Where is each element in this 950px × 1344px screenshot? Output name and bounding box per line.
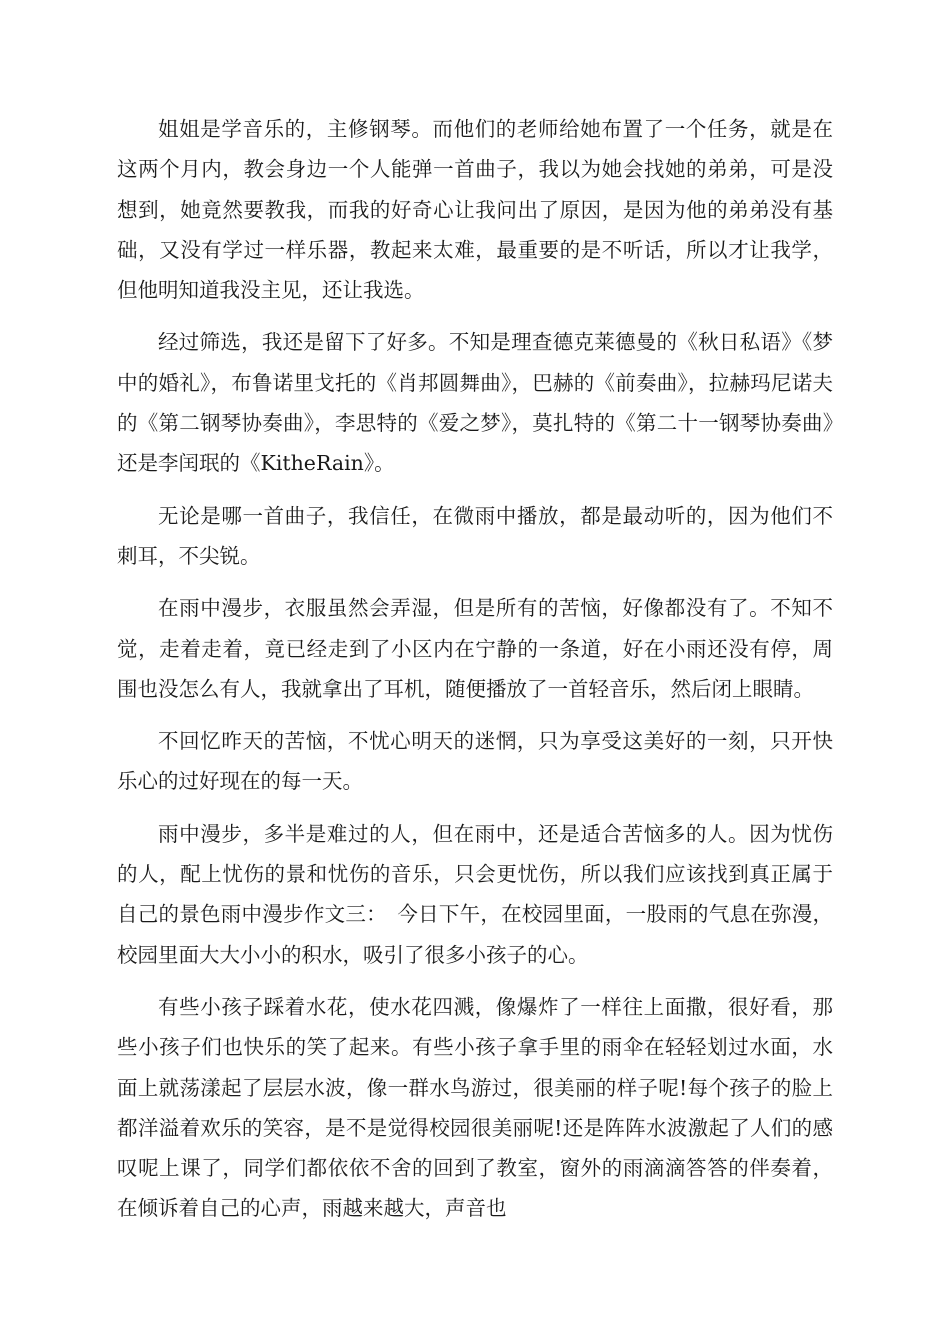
paragraph-5: 不回忆昨天的苦恼，不忧心明天的迷惘，只为享受这美好的一刻，只开快乐心的过好现在的每一天。: [117, 729, 833, 794]
paragraph-6: 雨中漫步，多半是难过的人，但在雨中，还是适合苦恼多的人。因为忧伤的人，配上忧伤的景和忧伤的音乐，只会更忧伤，所以我们应该找到真正属于自己的景色雨中漫步作文三： 今日下午，在校园里面，一股雨的气息在弥漫，校园里面大大小小的积水，吸引了很多小孩子的心。: [117, 821, 833, 967]
paragraph-3: 无论是哪一首曲子，我信任，在微雨中播放，都是最动听的，因为他们不刺耳，不尖锐。: [117, 503, 833, 568]
paragraph-2: 经过筛选，我还是留下了好多。不知是理查德克莱德曼的《秋日私语》《梦中的婚礼》，布鲁诺里戈托的《肖邦圆舞曲》，巴赫的《前奏曲》，拉赫玛尼诺夫的《第二钢琴协奏曲》，李思特的《爱之梦》，莫扎特的《第二十一钢琴协奏曲》还是李闰珉的《KitheRain》。: [117, 330, 833, 476]
paragraph-1: 姐姐是学音乐的，主修钢琴。而他们的老师给她布置了一个任务，就是在这两个月内，教会身边一个人能弹一首曲子，我以为她会找她的弟弟，可是没想到，她竟然要教我，而我的好奇心让我问出了原因，是因为他的弟弟没有基础，又没有学过一样乐器，教起来太难，最重要的是不听话，所以才让我学，但他明知道我没主见，还让我选。: [117, 117, 833, 303]
paragraph-4: 在雨中漫步，衣服虽然会弄湿，但是所有的苦恼，好像都没有了。不知不觉，走着走着，竟已经走到了小区内在宁静的一条道，好在小雨还没有停，周围也没怎么有人，我就拿出了耳机，随便播放了一首轻音乐，然后闭上眼睛。: [117, 596, 833, 701]
document-body: [117, 109, 833, 1229]
paragraph-7: 有些小孩子踩着水花，使水花四溅，像爆炸了一样往上面撒，很好看，那些小孩子们也快乐的笑了起来。有些小孩子拿手里的雨伞在轻轻划过水面，水面上就荡漾起了层层水波，像一群水鸟游过，很美丽的样子呢!每个孩子的脸上都洋溢着欢乐的笑容，是不是觉得校园很美丽呢!还是阵阵水波激起了人们的感叹呢上课了，同学们都依依不舍的回到了教室，窗外的雨滴滴答答的伴奏着，在倾诉着自己的心声，雨越来越大，声音也: [117, 994, 833, 1221]
